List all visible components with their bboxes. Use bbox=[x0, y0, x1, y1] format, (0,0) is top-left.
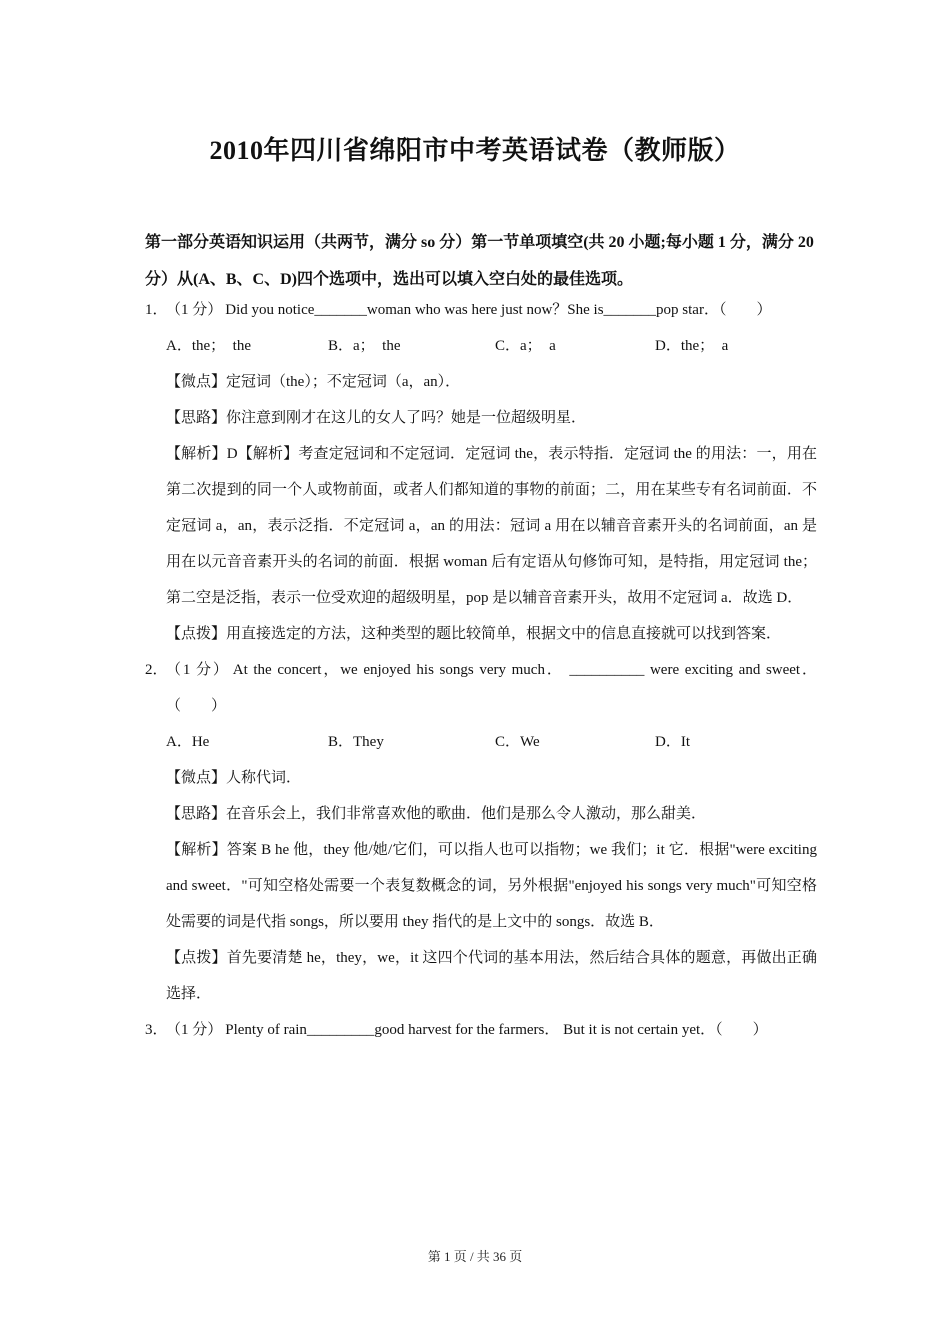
question-stem bbox=[145, 652, 817, 724]
question-number: 1． bbox=[145, 302, 168, 318]
question-stem bbox=[145, 1012, 817, 1048]
question-text: Did you notice_______woman who was here just now？She is_______pop star．（ ） bbox=[225, 302, 772, 318]
dianbo-line bbox=[145, 616, 817, 652]
dianbo-text: 首先要清楚 he，they，we，it 这四个代词的基本用法，然后结合具体的题意，再做出正确选择． bbox=[166, 950, 817, 1002]
option-c: C．We bbox=[495, 734, 540, 750]
jiexi-line bbox=[145, 436, 817, 616]
weidian-text: 定冠词（the）；不定冠词（a，an）． bbox=[226, 374, 461, 390]
option-b: B．a； the bbox=[328, 338, 401, 354]
option-a: A．He bbox=[166, 734, 210, 750]
weidian-line bbox=[145, 364, 817, 400]
jiexi-label: 【解析】 bbox=[166, 842, 227, 858]
weidian-label: 【微点】 bbox=[166, 374, 227, 390]
option-b: B．They bbox=[328, 734, 384, 750]
silu-line bbox=[145, 796, 817, 832]
question-score: （1 分） bbox=[166, 302, 223, 318]
dianbo-text: 用直接选定的方法，这种类型的题比较简单，根据文中的信息直接就可以找到答案． bbox=[226, 626, 782, 642]
dianbo-line bbox=[145, 940, 817, 1012]
question-3 bbox=[145, 1012, 817, 1048]
question-1 bbox=[145, 292, 817, 652]
weidian-label: 【微点】 bbox=[166, 770, 227, 786]
page-footer: 第 1 页 / 共 36 页 bbox=[427, 1249, 523, 1264]
question-text: Plenty of rain_________good harvest for the farmers． But it is not certain yet．（ ） bbox=[225, 1022, 768, 1038]
silu-label: 【思路】 bbox=[166, 410, 227, 426]
section-header: 第一部分英语知识运用（共两节，满分 so 分）第一节单项填空(共 20 小题;每小题 1 分，满分 20 分）从(A、B、C、D)四个选项中，选出可以填入空白处的最佳选项。 bbox=[145, 234, 814, 288]
option-d: D．the； a bbox=[655, 338, 729, 354]
silu-line bbox=[145, 400, 817, 436]
answer-options bbox=[145, 724, 817, 760]
jiexi-text: D【解析】考查定冠词和不定冠词．定冠词 the，表示特指．定冠词 the 的用法：一，用在第二次提到的同一个人或物前面，或者人们都知道的事物的前面；二，用在某些专有名词前面．不定冠词 a，an，表示泛指．不定冠词 a，an 的用法：冠词 a 用在以辅音音素开头的名词前面，an 是用在以元音音素开头的名词的前面．根据 woman 后有定语从句修饰可知，是特指，用定冠词 the；第二空是泛指，表示一位受欢迎的超级明星，pop 是以辅音音素开头，故用不定冠词 a．故选 D． bbox=[166, 446, 817, 606]
question-stem bbox=[145, 292, 817, 328]
question-score: （1 分） bbox=[166, 662, 230, 678]
question-2 bbox=[145, 652, 817, 1012]
jiexi-label: 【解析】 bbox=[166, 446, 227, 462]
question-text: At the concert，we enjoyed his songs very much． __________ were exciting and sweet．（ ） bbox=[166, 662, 817, 714]
silu-label: 【思路】 bbox=[166, 806, 227, 822]
jiexi-text: 答案 B he 他，they 他/她/它们，可以指人也可以指物；we 我们；it 它．根据"were exciting and sweet．"可知空格处需要一个表复数概念的词，另外根据"enjoyed his songs very much"可知空格处需要的词是代指 songs，所以要用 they 指代的是上文中的 songs．故选 B． bbox=[166, 842, 817, 930]
jiexi-line bbox=[145, 832, 817, 940]
silu-text: 在音乐会上，我们非常喜欢他的歌曲．他们是那么令人激动，那么甜美． bbox=[226, 806, 707, 822]
document-title: 2010年四川省绵阳市中考英语试卷（教师版） bbox=[209, 136, 741, 165]
question-number: 2． bbox=[145, 662, 168, 678]
option-d: D．It bbox=[655, 734, 690, 750]
dianbo-label: 【点拨】 bbox=[166, 626, 227, 642]
questions-list bbox=[145, 292, 817, 1048]
question-score: （1 分） bbox=[166, 1022, 223, 1038]
weidian-text: 人称代词． bbox=[226, 770, 302, 786]
question-number: 3． bbox=[145, 1022, 168, 1038]
option-a: A．the； the bbox=[166, 338, 251, 354]
option-c: C．a； a bbox=[495, 338, 556, 354]
silu-text: 你注意到刚才在这儿的女人了吗？她是一位超级明星． bbox=[226, 410, 587, 426]
dianbo-label: 【点拨】 bbox=[166, 950, 227, 966]
answer-options bbox=[145, 328, 817, 364]
weidian-line bbox=[145, 760, 817, 796]
